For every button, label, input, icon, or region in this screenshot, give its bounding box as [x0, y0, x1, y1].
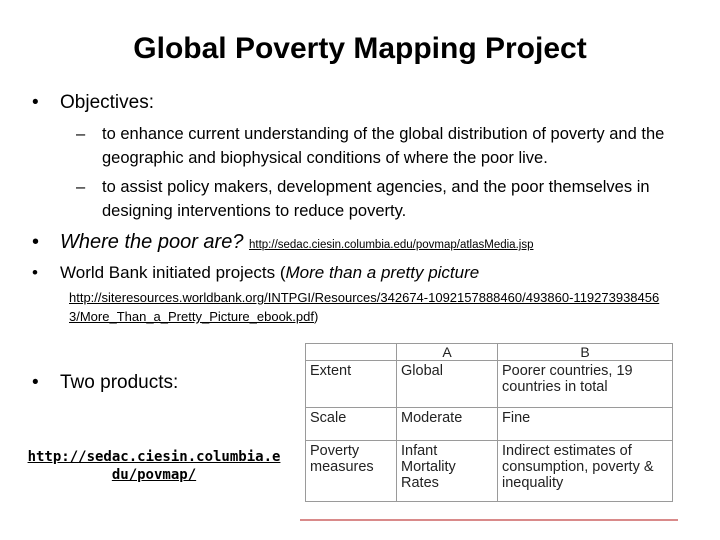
sub-bullet-text: to enhance current understanding of the global distribution of poverty and the geographic and biophysical conditions of where the poor live. — [102, 125, 665, 167]
bullet-where-poor — [32, 231, 533, 254]
table-cell: Scale — [306, 408, 397, 441]
table-header-cell: B — [498, 344, 673, 361]
bullet-dot: • — [32, 231, 40, 253]
world-bank-italic: More than a pretty picture — [285, 263, 480, 282]
dash-marker: – — [76, 178, 86, 196]
table-header-cell — [306, 344, 397, 361]
table-cell: Fine — [498, 408, 673, 441]
table-row — [306, 441, 673, 502]
table-cell: Poorer countries, 19 countries in total — [498, 361, 673, 408]
sub-bullet-understanding — [76, 122, 686, 170]
table-cell: Indirect estimates of consumption, poverty & inequality — [498, 441, 673, 502]
slide-title: Global Poverty Mapping Project — [133, 32, 587, 65]
table-cell: Global — [397, 361, 498, 408]
objectives-label: Objectives: — [60, 92, 154, 113]
world-bank-link-block — [69, 288, 669, 326]
table-header-row — [306, 344, 673, 361]
bullet-two-products — [32, 372, 178, 394]
table-cell: Poverty measures — [306, 441, 397, 502]
bullet-dot: • — [32, 92, 39, 113]
table-row — [306, 408, 673, 441]
sub-bullet-policy — [76, 175, 686, 223]
comparison-table-figure — [300, 343, 678, 521]
table-row — [306, 361, 673, 408]
comparison-table — [305, 343, 673, 502]
sub-bullet-text: to assist policy makers, development agencies, and the poor themselves in designing interventions to reduce poverty. — [102, 178, 650, 220]
bullet-dot: • — [32, 372, 39, 393]
where-poor-label: Where the poor are? — [60, 231, 244, 253]
table-header-cell: A — [397, 344, 498, 361]
world-bank-text: World Bank initiated projects ( — [60, 263, 286, 282]
povmap-link[interactable]: http://sedac.ciesin.columbia.edu/povmap/ — [27, 449, 281, 483]
closing-paren: ) — [314, 309, 319, 324]
table-cell: Infant Mortality Rates — [397, 441, 498, 502]
two-products-label: Two products: — [60, 372, 179, 393]
pretty-picture-link[interactable]: http://siteresources.worldbank.org/INTPGI/Resources/342674-1092157888460/493860-1192739384563/More_Than_a_Pretty_Picture_ebook.pdf — [69, 290, 660, 324]
atlas-media-link[interactable]: http://sedac.ciesin.columbia.edu/povmap/atlasMedia.jsp — [249, 239, 534, 251]
table-cell: Moderate — [397, 408, 498, 441]
bullet-world-bank — [32, 263, 479, 283]
bullet-objectives — [32, 92, 154, 114]
table-cell: Extent — [306, 361, 397, 408]
bullet-dot: • — [32, 263, 38, 282]
dash-marker: – — [76, 125, 86, 143]
